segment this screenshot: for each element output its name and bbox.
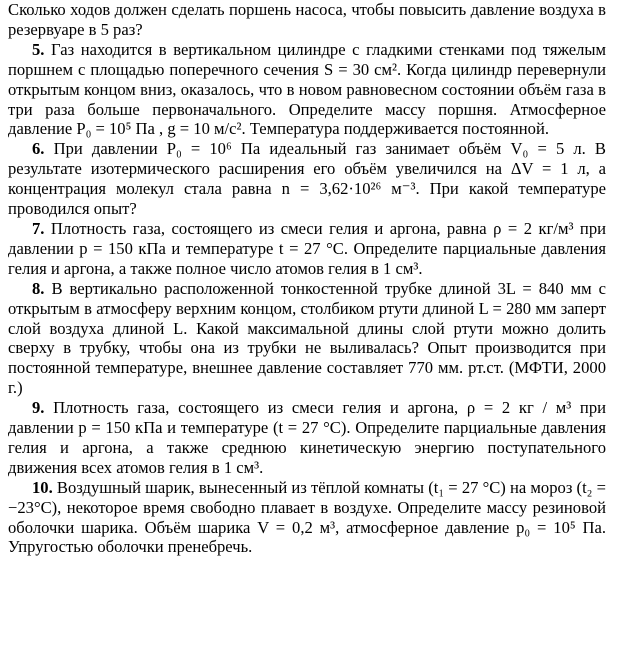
problem-number: 7. [32, 218, 45, 238]
problem-text: Воздушный шарик, вынесенный из тёплой комнаты (t₁ = 27 °C) на мороз (t₂ = −23°C), некоторое время свободно плавает в воздухе. Определите массу резиновой оболочки шарика. Объём шарика V = 0,2 м³, атмосферное давление p₀ = 10⁵ Па. Упругостью оболочки пренебречь. [8, 477, 606, 557]
problem-7 [8, 219, 606, 279]
problem-text: Плотность газа, состоящего из смеси гелия и аргона, равна ρ = 2 кг/м³ при давлении p = 150 кПа и температуре t = 27 °C. Определите парциальные давления гелия и аргона, а также полное число атомов гелия в 1 см³. [8, 218, 606, 278]
problem-6 [8, 139, 606, 219]
problem-5 [8, 40, 606, 140]
problem-number: 10. [32, 477, 53, 497]
problem-number: 8. [32, 278, 45, 298]
problem-intro-text: Сколько ходов должен сделать поршень насоса, чтобы повысить давление воздуха в резервуаре в 5 раз? [8, 0, 606, 39]
problem-text: Плотность газа, состоящего из смеси гелия и аргона, ρ = 2 кг / м³ при давлении p = 150 кПа и температуре (t = 27 °C). Определите парциальные давления гелия и аргона, а также среднюю кинетическую энергию поступательного движения всех атомов гелия в 1 см³. [8, 398, 606, 477]
problem-intro [8, 0, 606, 40]
problem-text: При давлении P₀ = 10⁶ Па идеальный газ занимает объём V₀ = 5 л. В результате изотермического расширения его объём увеличился на ΔV = 1 л, а концентрация молекул стала равна n = 3,62·10²⁶ м⁻³. При какой температуре проводился опыт? [8, 139, 606, 219]
problem-10 [8, 478, 606, 558]
problem-9 [8, 398, 606, 478]
problem-text: Газ находится в вертикальном цилиндре с гладкими стенками под тяжелым поршнем с площадью поперечного сечения S = 30 см². Когда цилиндр перевернули открытым концом вниз, оказалось, что в новом равновесном состоянии объём газа в три раза больше первоначального. Определите массу поршня. Атмосферное давление P₀ = 10⁵ Па , g = 10 м/с². Температура поддерживается постоянной. [8, 39, 606, 139]
problem-number: 6. [32, 139, 45, 159]
problem-8 [8, 279, 606, 398]
problem-number: 9. [32, 398, 45, 418]
problem-text: В вертикально расположенной тонкостенной трубке длиной 3L = 840 мм с открытым в атмосферу верхним концом, столбиком ртути длиной L = 280 мм заперт слой воздуха длиной L. Какой максимальной длины слой ртути можно долить сверху в трубку, чтобы она из трубки не выливалась? Опыт производится при постоянной температуре, внешнее давление составляет 770 мм. рт.ст. (МФТИ, 2000 г.) [8, 278, 606, 398]
problem-number: 5. [32, 39, 45, 59]
